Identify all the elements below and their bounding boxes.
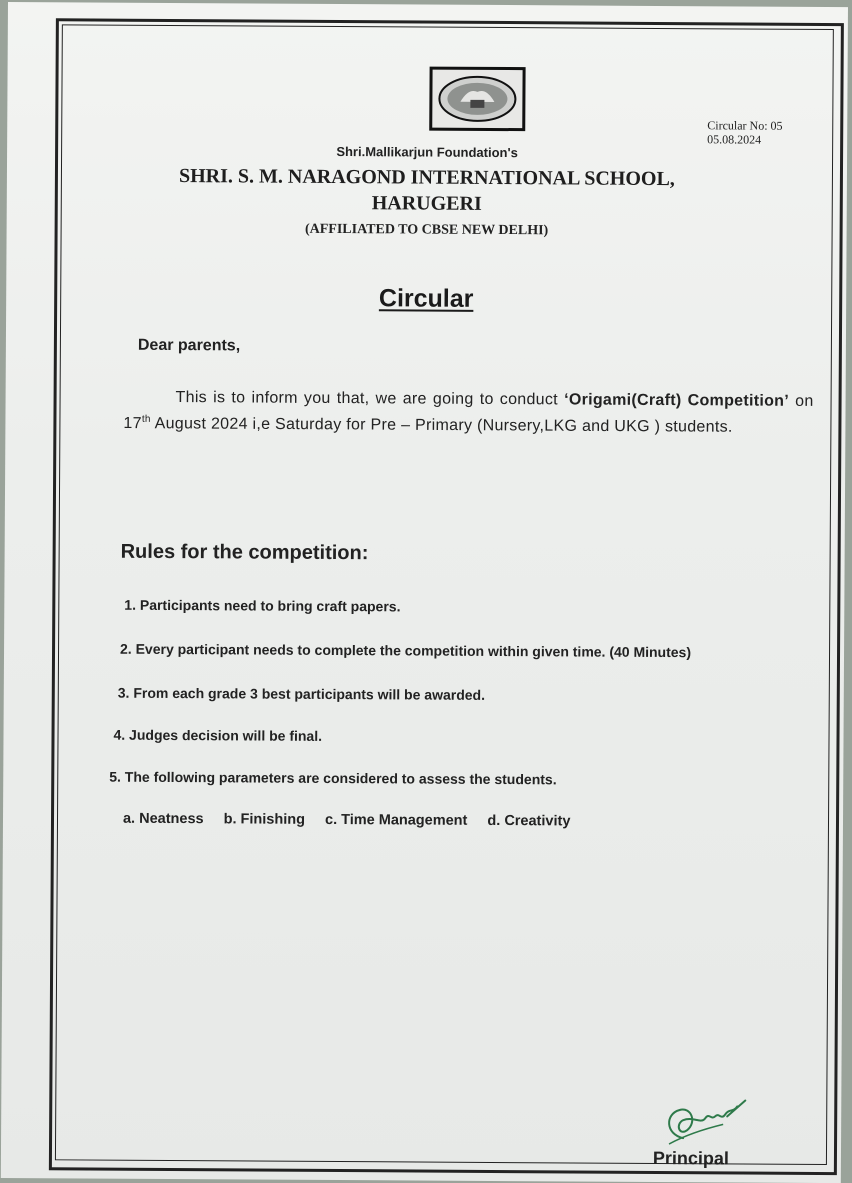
- rule-item: 3. From each grade 3 best participants will be awarded.: [117, 684, 486, 703]
- circular-date: 05.08.2024: [707, 132, 762, 147]
- school-town: HARUGERI: [371, 192, 482, 215]
- parameter-list: [123, 811, 587, 830]
- school-logo: [429, 67, 525, 132]
- principal-signature: [657, 1094, 753, 1156]
- signatory-title: Principal: [652, 1147, 730, 1169]
- greeting: Dear parents,: [137, 336, 241, 355]
- school-name: SHRI. S. M. NARAGOND INTERNATIONAL SCHOOL,: [178, 165, 675, 191]
- page-title: Circular: [378, 284, 474, 313]
- rules-heading: Rules for the competition:: [120, 540, 369, 565]
- parameter-item: c. Time Management: [324, 811, 468, 829]
- circular-paper: [1, 2, 848, 1183]
- rule-item: 1. Participants need to bring craft papers.: [124, 596, 401, 615]
- parameter-item: d. Creativity: [487, 812, 571, 830]
- affiliation: (AFFILIATED TO CBSE NEW DELHI): [304, 221, 549, 239]
- rule-item: 2. Every participant needs to complete the competition within given time. (40 Minutes): [120, 640, 692, 661]
- circular-number: Circular No: 05 05.08.2024: [707, 118, 783, 147]
- event-name: ‘Origami(Craft) Competition’: [564, 391, 790, 410]
- foundation-name: Shri.Mallikarjun Foundation's: [336, 144, 518, 161]
- rule-item: 5. The following parameters are considered to assess the students.: [109, 768, 557, 788]
- intro-paragraph: This is to inform you that, we are going to conduct ‘Origami(Craft) Competition’ on 17th August 2024 i,e Saturday for Pre – Primary (Nursery,LKG and UKG ) students.: [123, 389, 814, 436]
- parameter-item: b. Finishing: [223, 811, 306, 828]
- parameter-item: a. Neatness: [122, 810, 204, 828]
- rule-item: 4. Judges decision will be final.: [113, 726, 323, 744]
